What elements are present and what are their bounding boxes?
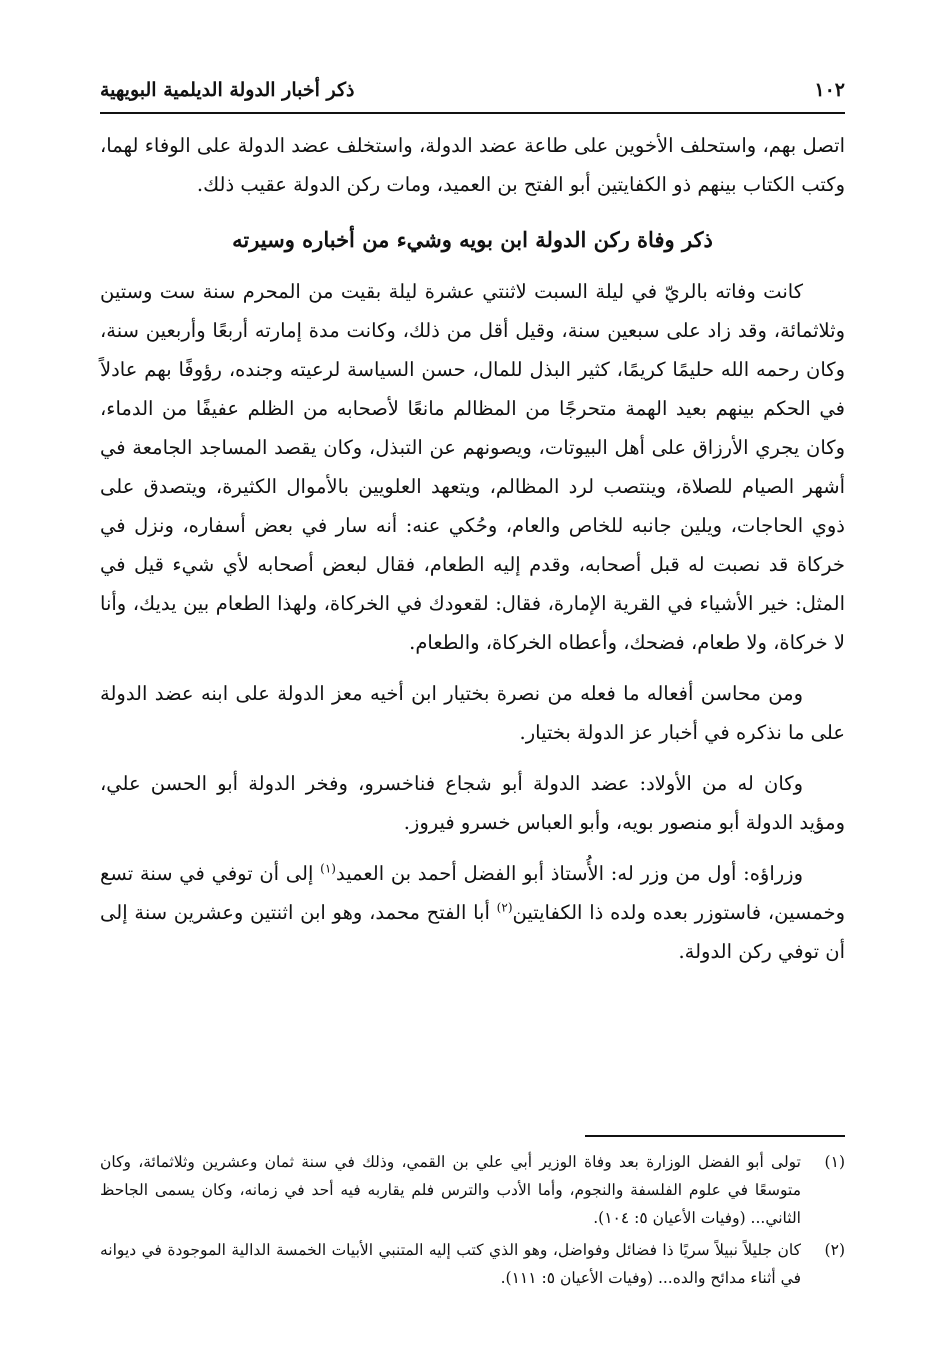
header-rule — [100, 112, 845, 114]
paragraph-4: وكان له من الأولاد: عضد الدولة أبو شجاع فناخسرو، وفخر الدولة أبو الحسن علي، ومؤيد الدولة أبو منصور بويه، وأبو العباس خسرو فيروز. — [100, 772, 845, 834]
footnote-ref-2[interactable]: (٢) — [496, 900, 513, 915]
paragraph-2: كانت وفاته بالريّ في ليلة السبت لاثنتي عشرة ليلة بقيت من المحرم سنة ست وستين وثلاثمائة، وقد زاد على سبعين سنة، وقيل أقل من ذلك، وكانت مدة إمارته أربعًا وأربعين سنة، وكان رحمه الله حليمًا كريمًا، كثير البذل للمال، حسن السياسة لرعيته وجنده، رؤوفًا بهم عادلاً في الحكم بينهم بعيد الهمة متحرجًا من المظالم مانعًا لأصحابه من الظلم عفيفًا من الدماء، وكان يجري الأرزاق على أهل البيوتات، ويصونهم عن التبذل، وكان يقصد المساجد الجامعة في أشهر الصيام للصلاة، وينتصب لرد المظالم، ويتعهد العلويين بالأموال الكثيرة، ويتصدق على ذوي الحاجات، ويلين جانبه للخاص والعام، وحُكي عنه: أنه سار في بعض أسفاره، ونزل في خركاة قد نصبت له قبل أصحابه، وقدم إليه الطعام، فقال لبعض أصحابه لأي شيء قيل في المثل: خير الأشياء في القرية الإمارة، فقال: لقعودك في الخركاة، ولهذا الطعام بين يديك، وأنا لا خركاة، ولا طعام، فضحك، وأعطاه الخركاة، والطعام. — [100, 280, 845, 654]
running-title: ذكر أخبار الدولة الديلمية البويهية — [100, 79, 355, 101]
footnote-1-text: تولى أبو الفضل الوزارة بعد وفاة الوزير أبي علي بن القمي، وذلك في سنة ثمان وعشرين وثلاثمائة، وكان متوسعًا في علوم الفلسفة والنجوم، وأما الأدب والترس فلم يقاربه فيه أحد في زمانه، وكان يسمى الجاحظ الثاني... (وفيات الأعيان ٥: ١٠٤). — [100, 1153, 801, 1227]
footnote-ref-1[interactable]: (١) — [320, 861, 336, 876]
body-text — [100, 126, 845, 983]
footnote-2-text: كان جليلاً نبيلاً سريًا ذا فضائل وفواضل، وهو الذي كتب إليه المتنبي الأبيات الخمسة الدالية الموجودة في ديوانه في أثناء مدائح والده... (وفيات الأعيان ٥: ١١١). — [100, 1241, 801, 1287]
paragraph-5-part-c: أبا الفتح محمد، وهو ابن اثنتين وعشرين سنة إلى أن توفي ركن الدولة. — [100, 901, 845, 963]
page-header — [100, 70, 845, 110]
footnote-2 — [100, 1236, 845, 1292]
footnote-1-number: (١) — [824, 1153, 845, 1171]
paragraph-3: ومن محاسن أفعاله ما فعله من نصرة بختيار ابن أخيه معز الدولة على ابنه عضد الدولة على ما نذكره في أخبار عز الدولة بختيار. — [100, 682, 845, 744]
page-number: ١٠٢ — [814, 79, 845, 101]
footnote-1 — [100, 1148, 845, 1232]
footnotes — [100, 1148, 845, 1296]
paragraph-1: اتصل بهم، واستحلف الأخوين على طاعة عضد الدولة، واستخلف عضد الدولة على الوفاء لهما، وكتب الكتاب بينهم ذو الكفايتين أبو الفتح بن العميد، ومات ركن الدولة عقيب ذلك. — [100, 134, 845, 196]
footnote-2-number: (٢) — [824, 1241, 845, 1259]
section-heading: ذكر وفاة ركن الدولة ابن بويه وشيء من أخباره وسيرته — [232, 227, 713, 252]
paragraph-5-part-b: إلى أن توفي في سنة تسع وخمسين، فاستوزر بعده ولده ذا الكفايتين — [100, 862, 845, 924]
paragraph-5-part-a: وزراؤه: أول من وزر له: الأُستاذ أبو الفضل أحمد بن العميد — [335, 862, 804, 885]
footnote-rule — [585, 1135, 845, 1137]
paragraph-5 — [100, 854, 845, 971]
